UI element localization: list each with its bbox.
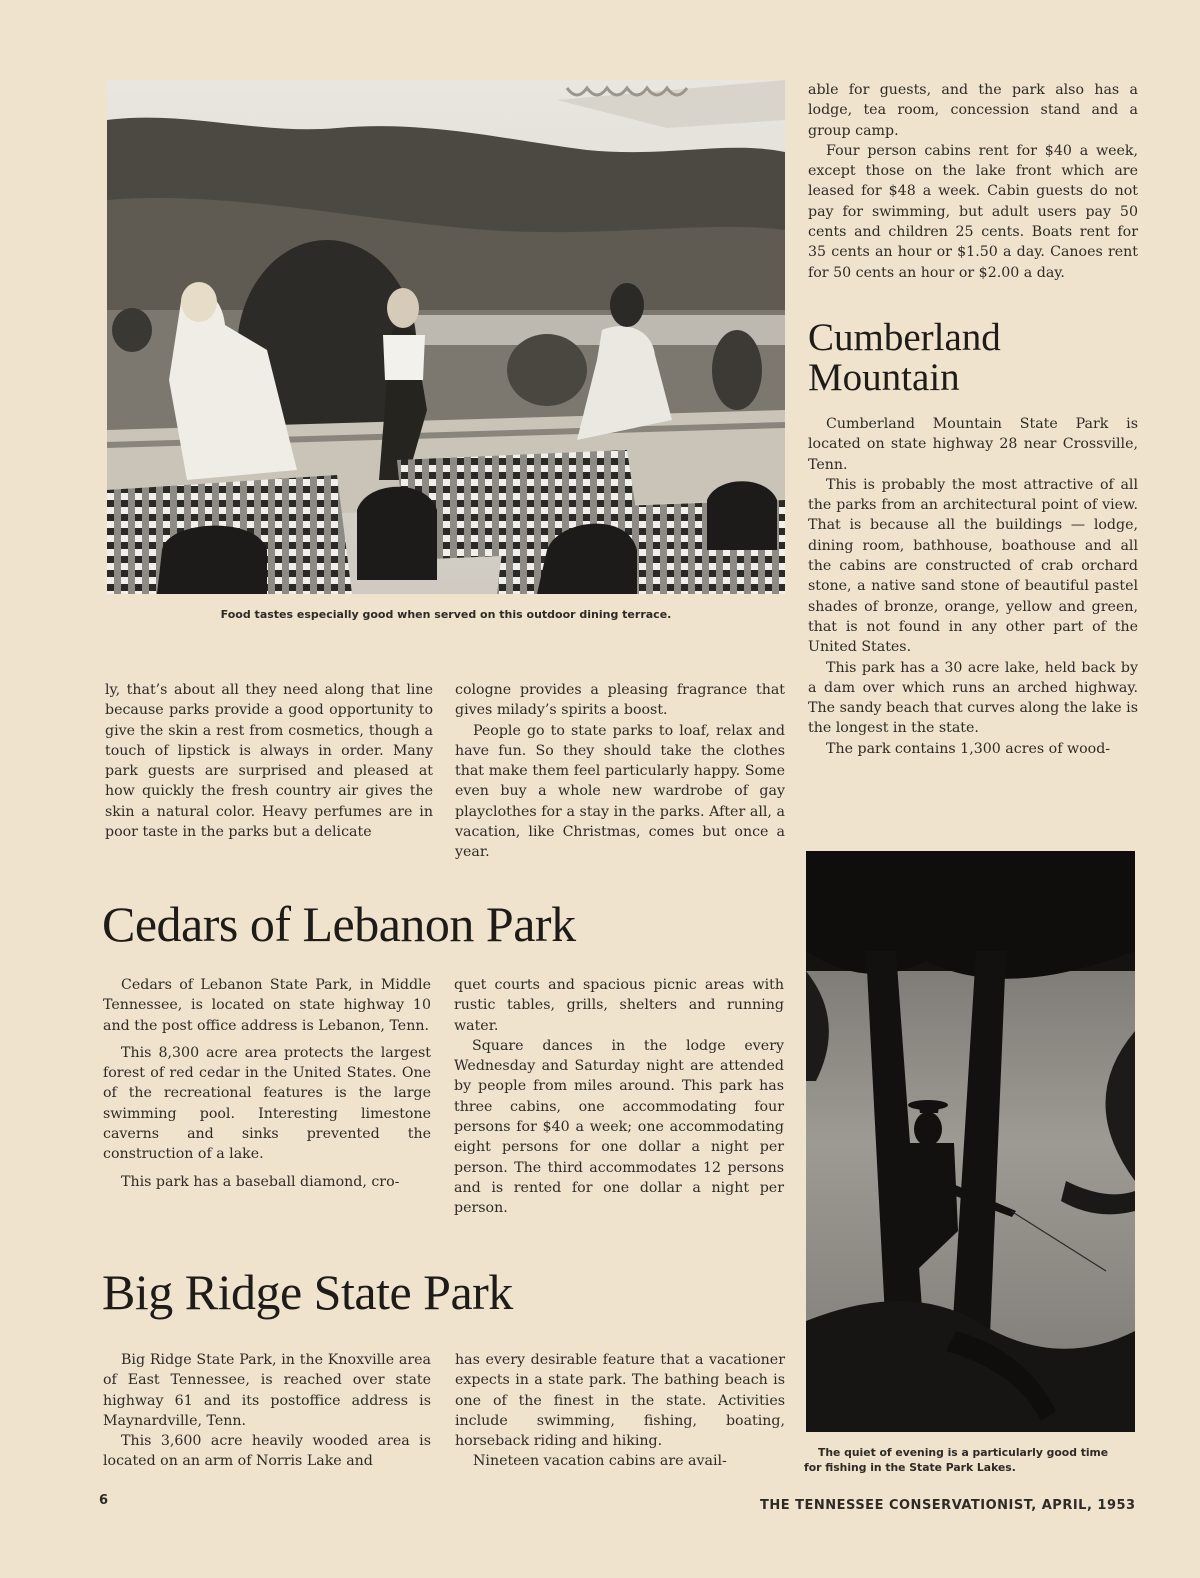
bigridge-text-column-2 xyxy=(455,1350,785,1472)
right-column-paragraph: able for guests, and the park also has a lodge, tea room, concession stand and a group camp. xyxy=(808,82,1138,139)
cedars-paragraph: This 8,300 acre area protects the largest forest of red cedar in the United States. One of the recreational features is the large swimming pool. Interesting limestone caverns and sinks prevented the construction of a lake. xyxy=(103,1044,431,1163)
fishing-caption-line: for fishing in the State Park Lakes. xyxy=(804,1461,1016,1474)
continued-text-column-1 xyxy=(105,680,433,842)
cumberland-paragraph: The park contains 1,300 acres of wood- xyxy=(826,740,1111,757)
continued-paragraph: ly, that’s about all they need along that line because parks provide a good opportunity to give the skin a rest from cosmetics, though a touch of lipstick is always in order. Many park guests are surprised and pleased at how quickly the fresh country air gives the skin a natural color. Heavy perfumes are in poor taste in the parks but a delicate xyxy=(105,682,433,841)
cedars-text-column-2 xyxy=(454,975,784,1219)
magazine-footer: THE TENNESSEE CONSERVATIONIST, APRIL, 1953 xyxy=(760,1498,1136,1513)
cedars-text-column-1 xyxy=(103,975,431,1192)
cumberland-heading-line: Cumberland xyxy=(808,316,1001,359)
fishing-caption-line: The quiet of evening is a particularly good time xyxy=(818,1446,1109,1459)
continued-text-column-2 xyxy=(455,680,785,863)
fishing-photo xyxy=(806,851,1135,1432)
cumberland-heading xyxy=(808,318,1138,398)
bigridge-text-column-1 xyxy=(103,1350,431,1472)
right-column-paragraph: Four person cabins rent for $40 a week, except those on the lake front which are leased for $48 a week. Cabin guests do not pay for swimming, but adult users pay 50 cents and children 25 cents. Boats rent for 35 cents an hour or $1.50 a day. Canoes rent for 50 cents an hour or $2.00 a day. xyxy=(808,142,1138,281)
cumberland-heading-line: Mountain xyxy=(808,356,960,399)
fishing-photo-caption xyxy=(804,1445,1137,1475)
bigridge-heading: Big Ridge State Park xyxy=(102,1264,513,1320)
bigridge-paragraph: This 3,600 acre heavily wooded area is located on an arm of Norris Lake and xyxy=(103,1433,431,1470)
page-number: 6 xyxy=(99,1493,109,1508)
cumberland-paragraph: This park has a 30 acre lake, held back by a dam over which runs an arched highway. The sandy beach that curves along the lake is the longest in the state. xyxy=(808,659,1138,737)
cedars-paragraph: This park has a baseball diamond, cro- xyxy=(121,1173,400,1190)
cedars-paragraph: Square dances in the lodge every Wednesday and Saturday night are attended by people from miles around. This park has three cabins, one accommodating four persons for $40 a week; one accommodating eight persons for one dollar a night per person. The third accommodates 12 persons and is rented for one dollar a night per person. xyxy=(454,1037,784,1217)
continued-paragraph: cologne provides a pleasing fragrance that gives milady’s spirits a boost. xyxy=(455,682,785,719)
cedars-paragraph: Cedars of Lebanon State Park, in Middle Tennessee, is located on state highway 10 and the post office address is Lebanon, Tenn. xyxy=(103,977,431,1034)
bigridge-paragraph: has every desirable feature that a vacationer expects in a state park. The bathing beach is one of the finest in the state. Activities include swimming, fishing, boating, horseback riding and hiking. xyxy=(455,1352,785,1450)
right-column-text xyxy=(808,80,1138,283)
continued-paragraph: People go to state parks to loaf, relax and have fun. So they should take the clothes that make them feel particularly happy. Some even buy a whole new wardrobe of gay playclothes for a stay in the parks. After all, a vacation, like Christmas, comes but once a year. xyxy=(455,722,785,861)
bigridge-paragraph: Big Ridge State Park, in the Knoxville area of East Tennessee, is reached over state highway 61 and its postoffice address is Maynardville, Tenn. xyxy=(103,1352,431,1429)
cumberland-paragraph: Cumberland Mountain State Park is located on state highway 28 near Crossville, Tenn. xyxy=(808,416,1138,473)
terrace-photo-caption: Food tastes especially good when served on this outdoor dining terrace. xyxy=(220,608,672,621)
cedars-heading: Cedars of Lebanon Park xyxy=(102,896,576,952)
cumberland-paragraph: This is probably the most attractive of all the parks from an architectural point of view. That is because all the buildings — lodge, dining room, bathhouse, boathouse and all the cabins are constructed of crab orchard stone, a native sand stone of beautiful pastel shades of bronze, orange, yellow and green, that is not found in any other part of the United States. xyxy=(808,476,1138,656)
cumberland-text xyxy=(808,414,1138,759)
bigridge-paragraph: Nineteen vacation cabins are avail- xyxy=(473,1453,727,1470)
cedars-paragraph: quet courts and spacious picnic areas with rustic tables, grills, shelters and running water. xyxy=(454,977,784,1034)
terrace-photo xyxy=(107,80,785,594)
